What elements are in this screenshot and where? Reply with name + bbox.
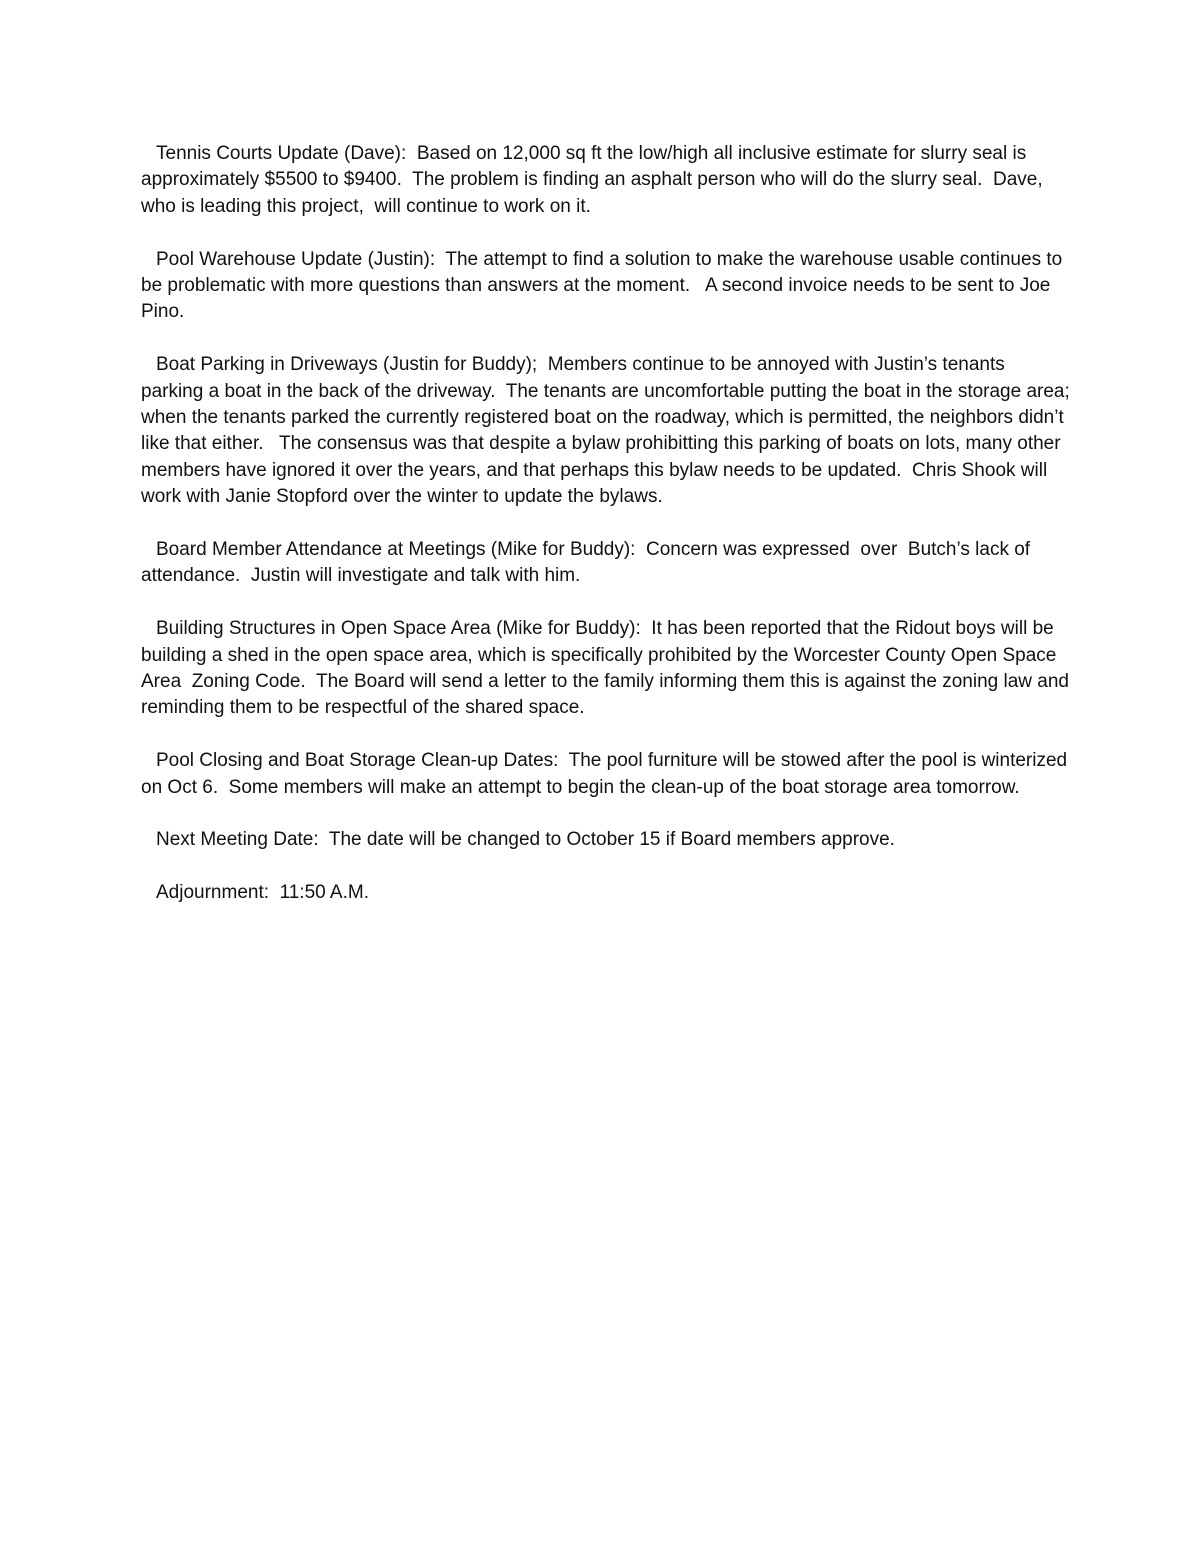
- paragraph-pool-closing-boat-storage: Pool Closing and Boat Storage Clean-up Dates: The pool furniture will be stowed after the pool is winterized on Oct 6. Some members will make an attempt to begin the clean-up of the boat storage area tomorrow.: [141, 750, 1073, 798]
- paragraph-board-member-attendance: Board Member Attendance at Meetings (Mike for Buddy): Concern was expressed over Butch’s lack of attendance. Justin will investigate and talk with him.: [141, 539, 1036, 587]
- paragraph-building-structures-open-space: Building Structures in Open Space Area (Mike for Buddy): It has been reported that the Ridout boys will be building a shed in the open space area, which is specifically prohibited by the Worcester County Open Space Area Zoning Code. The Board will send a letter to the family informing them this is against the zoning law and reminding them to be respectful of the shared space.: [141, 618, 1075, 719]
- paragraph-pool-warehouse-update: Pool Warehouse Update (Justin): The attempt to find a solution to make the warehouse usable continues to be problematic with more questions than answers at the moment. A second invoice needs to be sent to Joe Pino.: [141, 248, 1068, 323]
- paragraph-boat-parking-in-driveways: Boat Parking in Driveways (Justin for Buddy); Members continue to be annoyed with Justin’s tenants parking a boat in the back of the driveway. The tenants are uncomfortable putting the boat in the storage area; when the tenants parked the currently registered boat on the roadway, which is permitted, the neighbors didn’t like that either. The consensus was that despite a bylaw prohibitting this parking of boats on lots, many other members have ignored it over the years, and that perhaps this bylaw needs to be updated. Chris Shook will work with Janie Stopford over the winter to update the bylaws.: [141, 354, 1081, 508]
- paragraph-tennis-courts-update: Tennis Courts Update (Dave): Based on 12,000 sq ft the low/high all inclusive estimate for slurry seal is approximately $5500 to $9400. The problem is finding an asphalt person who will do the slurry seal. Dave, who is leading this project, will continue to work on it.: [141, 143, 1054, 217]
- paragraph-adjournment: Adjournment: 11:50 A.M.: [156, 882, 369, 904]
- document-body: [141, 141, 1081, 907]
- paragraph-next-meeting-date: Next Meeting Date: The date will be changed to October 15 if Board members approve.: [156, 829, 895, 851]
